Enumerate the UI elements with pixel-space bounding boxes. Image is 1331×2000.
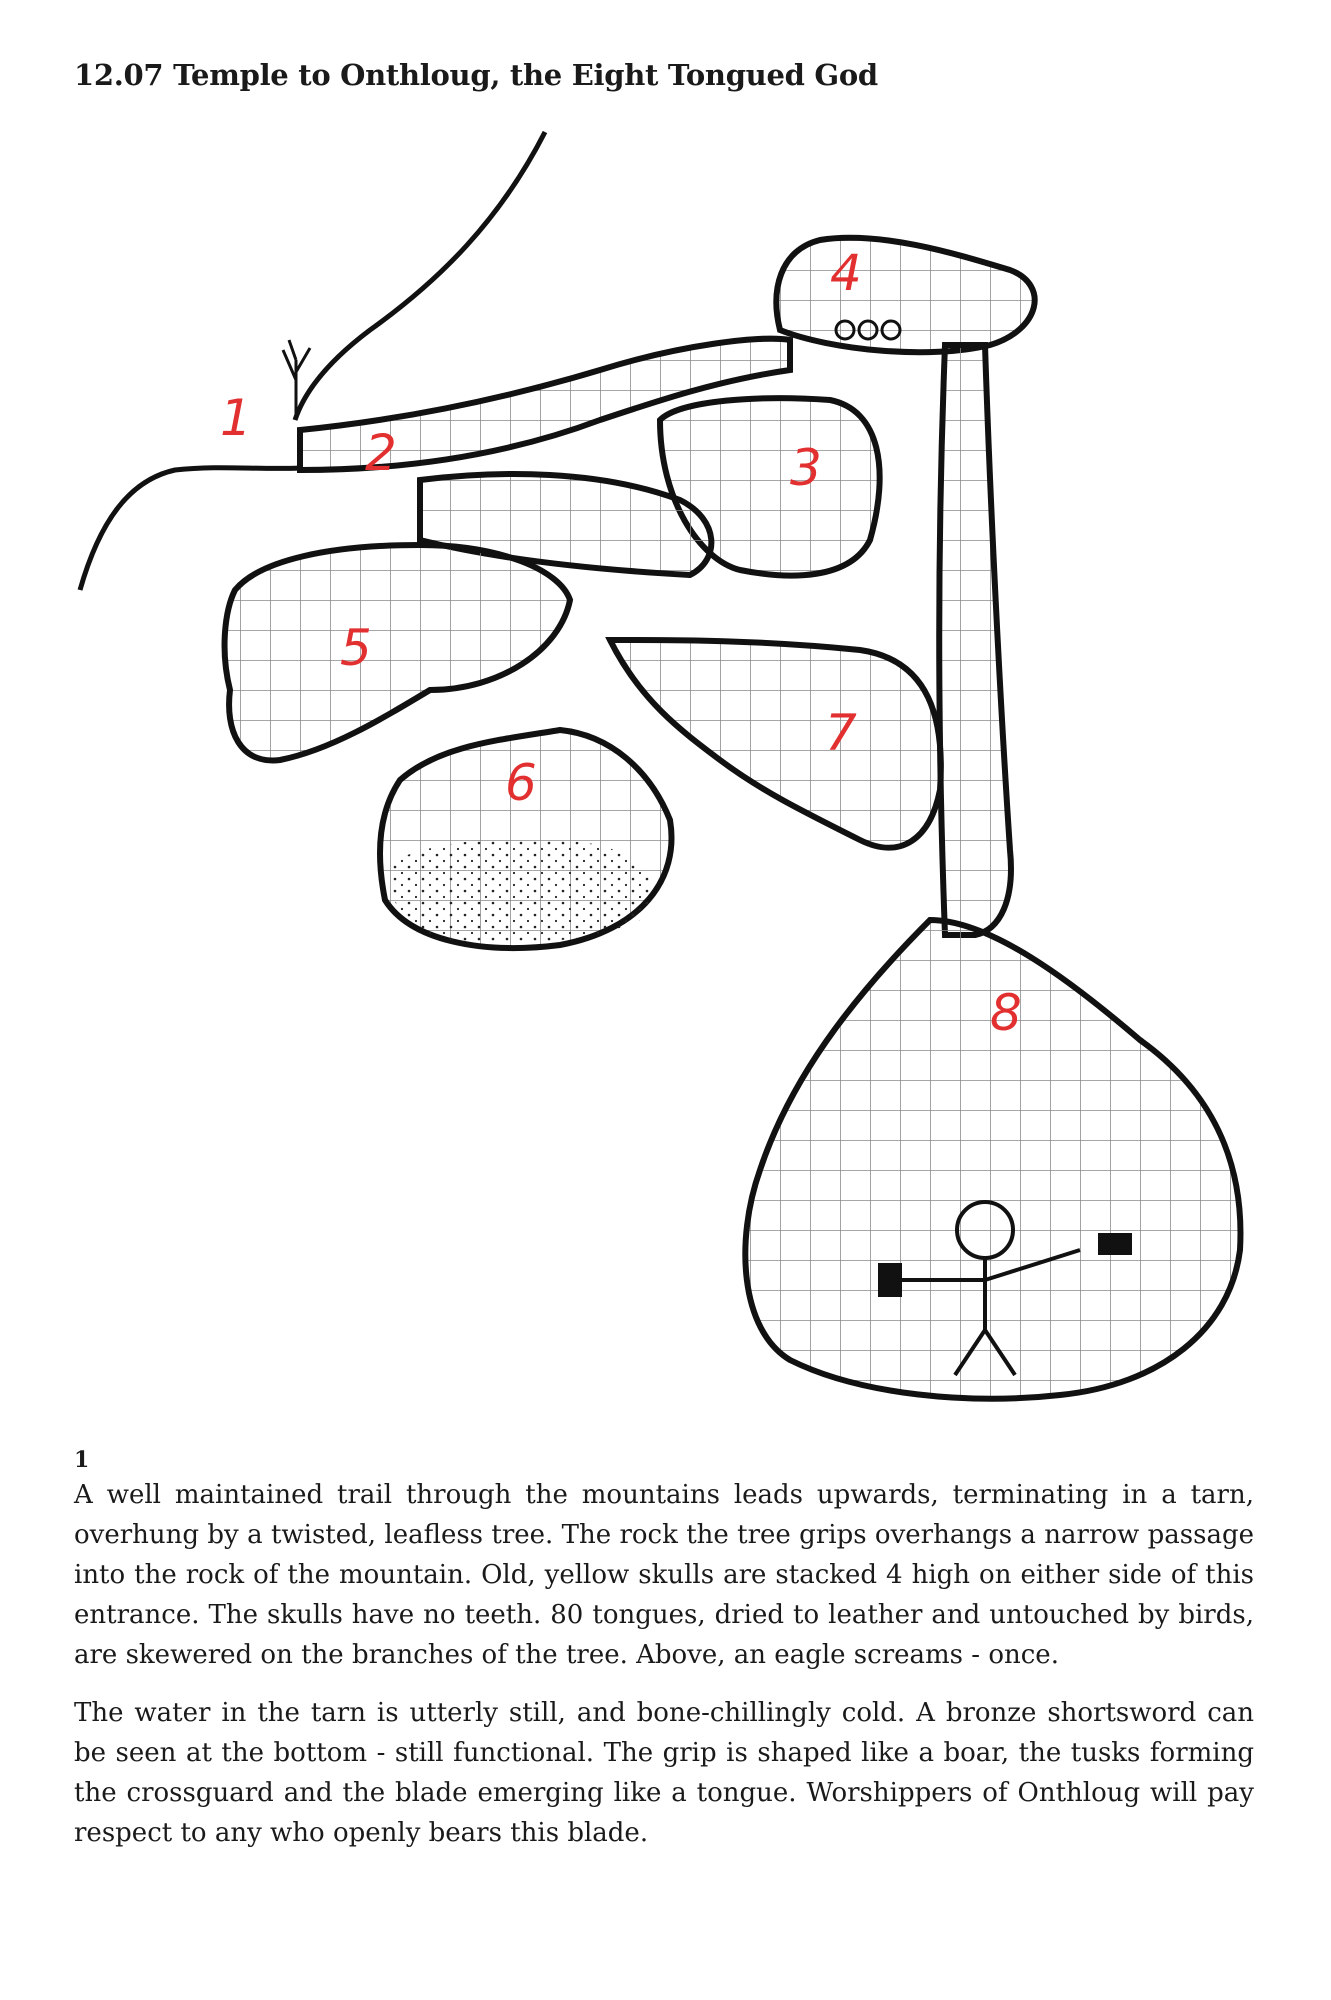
page-title: 12.07 Temple to Onthloug, the Eight Tongued God <box>74 58 878 92</box>
area-label-1: 1 <box>220 389 252 447</box>
room-description <box>74 1445 1254 1871</box>
mountain-trail <box>295 132 545 420</box>
chamber-5 <box>225 545 570 760</box>
area-label-3: 3 <box>790 439 822 497</box>
area-label-2: 2 <box>365 424 397 482</box>
twisted-tree-icon <box>283 340 310 420</box>
long-corridor <box>939 345 1011 935</box>
area-label-6: 6 <box>505 754 537 812</box>
area-label-7: 7 <box>825 704 857 762</box>
paragraph-2: The water in the tarn is utterly still, and bone-chillingly cold. A bronze shortsword can be seen at the bottom - still functional. The grip is shaped like a boar, the tusks forming the crossguard and the blade emerging like a tongue. Worshippers of Onthloug will pay respect to any who openly bears this blade. <box>74 1698 1254 1848</box>
section-number: 1 <box>74 1447 90 1473</box>
paragraph-1: A well maintained trail through the mountains leads upwards, terminating in a tarn, overhung by a twisted, leafless tree. The rock the tree grips overhangs a narrow passage into the rock of the mountain. Old, yellow skulls are stacked 4 high on either side of this entrance. The skulls have no teeth. 80 tongues, dried to leather and untouched by birds, are skewered on the branches of the tree. Above, an eagle screams - once. <box>74 1480 1254 1670</box>
area-label-8: 8 <box>990 984 1022 1042</box>
area-label-4: 4 <box>830 244 862 302</box>
chamber-4 <box>776 238 1034 353</box>
cave-chambers <box>225 238 1241 1399</box>
tarn-water <box>391 839 652 944</box>
area-label-5: 5 <box>340 619 372 677</box>
